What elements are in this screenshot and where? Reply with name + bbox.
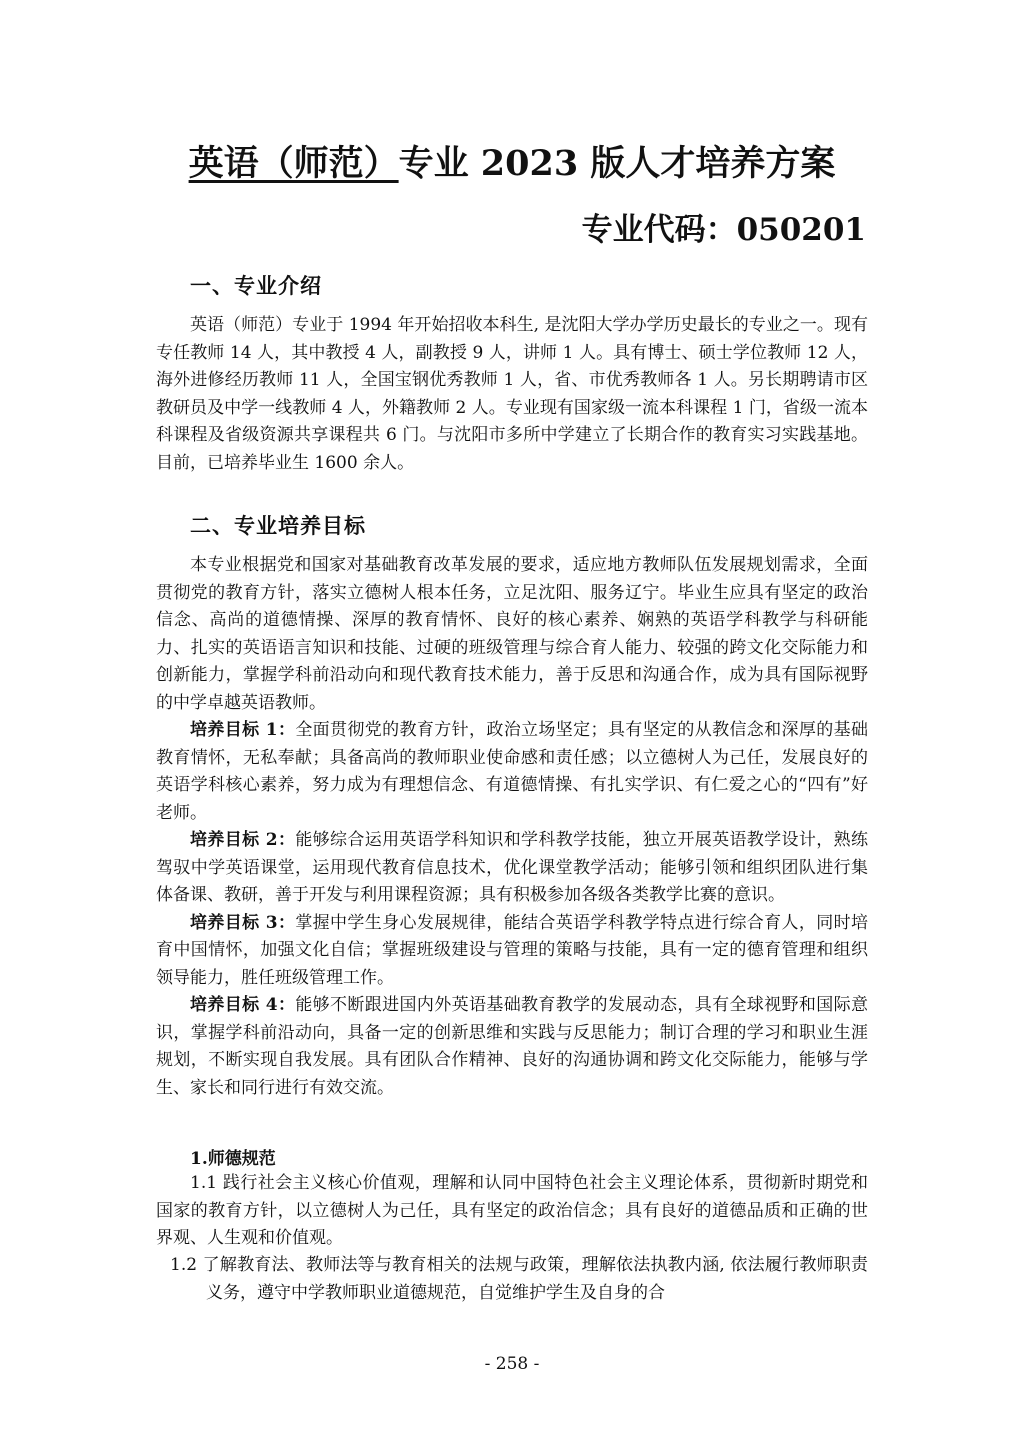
page-number: - 258 - [484,1354,540,1374]
ethics-item-2-block [170,1252,868,1307]
intro-paragraph: 英语（师范）专业于 1994 年开始招收本科生, 是沈阳大学办学历史最长的专业之一。现有专任教师 14 人，其中教授 4 人，副教授 9 人，讲师 1 人。具有博士、硕士学位教师 12 人，海外进修经历教师 11 人，全国宝钢优秀教师 1 人，省、市优秀教师各 1 人。另长期聘请市区教研员及中学一线教师 4 人，外籍教师 2 人。专业现有国家级一流本科课程 1 门，省级一流本科课程及省级资源共享课程共 6 门。与沈阳市多所中学建立了长期合作的教育实习实践基地。目前，已培养毕业生 1600 余人。 [156,315,868,473]
goal-paragraph-4 [156,992,868,1102]
ethics-item-2: 1.2 了解教育法、教师法等与教育相关的法规与政策，理解依法执教内涵, 依法履行教师职责义务，遵守中学教师职业道德规范，自觉维护学生及自身的合 [170,1255,868,1303]
goal-paragraph-1 [156,717,868,827]
goal-label-2: 培养目标 2： [190,830,296,850]
goal-text-1: 全面贯彻党的教育方针，政治立场坚定；具有坚定的从教信念和深厚的基础教育情怀，无私奉献；具备高尚的教师职业使命感和责任感；以立德树人为己任，发展良好的英语学科核心素养，努力成为有理想信念、有道德情操、有扎实学识、有仁爱之心的“四有”好老师。 [156,720,869,823]
subsection-heading-ethics: 1.师德规范 [190,1149,276,1169]
major-code: 专业代码：050201 [581,212,866,248]
ethics-item-1: 1.1 践行社会主义核心价值观，理解和认同中国特色社会主义理论体系，贯彻新时期党和国家的教育方针，以立德树人为己任，具有坚定的政治信念；具有良好的道德品质和正确的世界观、人生观和价值观。 [156,1173,868,1248]
ethics-item-1-block [156,1170,868,1253]
section-heading-intro: 一、专业介绍 [190,273,322,298]
title-underlined-part: 英语（师范） [188,143,399,184]
goals-intro-paragraph: 本专业根据党和国家对基础教育改革发展的要求，适应地方教师队伍发展规划需求，全面贯彻党的教育方针，落实立德树人根本任务，立足沈阳、服务辽宁。毕业生应具有坚定的政治信念、高尚的道德情操、深厚的教育情怀、良好的核心素养、娴熟的英语学科教学与科研能力、扎实的英语语言知识和技能、过硬的班级管理与综合育人能力、较强的跨文化交际能力和创新能力，掌握学科前沿动向和现代教育技术能力，善于反思和沟通合作，成为具有国际视野的中学卓越英语教师。 [156,555,868,713]
section-heading-goals: 二、专业培养目标 [190,513,366,538]
goal-paragraph-2 [156,827,868,910]
goal-text-4: 能够不断跟进国内外英语基础教育教学的发展动态，具有全球视野和国际意识，掌握学科前沿动向，具备一定的创新思维和实践与反思能力；制订合理的学习和职业生涯规划，不断实现自我发展。具有团队合作精神、良好的沟通协调和跨文化交际能力，能够与学生、家长和同行进行有效交流。 [156,995,869,1098]
title-rest: 专业 2023 版人才培养方案 [398,143,836,184]
goal-text-3: 掌握中学生身心发展规律，能结合英语学科教学特点进行综合育人，同时培育中国情怀，加强文化自信；掌握班级建设与管理的策略与技能，具有一定的德育管理和组织领导能力，胜任班级管理工作。 [156,912,869,988]
goal-paragraph-3 [156,910,868,993]
goal-label-1: 培养目标 1： [190,720,296,740]
document-title [160,140,864,188]
goal-label-3: 培养目标 3： [190,912,296,933]
goal-text-2: 能够综合运用英语学科知识和学科教学技能，独立开展英语教学设计，熟练驾驭中学英语课堂，运用现代教育信息技术，优化课堂教学活动；能够引领和组织团队进行集体备课、教研，善于开发与利用课程资源；具有积极参加各级各类教学比赛的意识。 [156,830,869,905]
section-intro-body [156,312,868,477]
goal-label-4: 培养目标 4： [190,995,296,1015]
section-goals-body [156,552,868,1102]
